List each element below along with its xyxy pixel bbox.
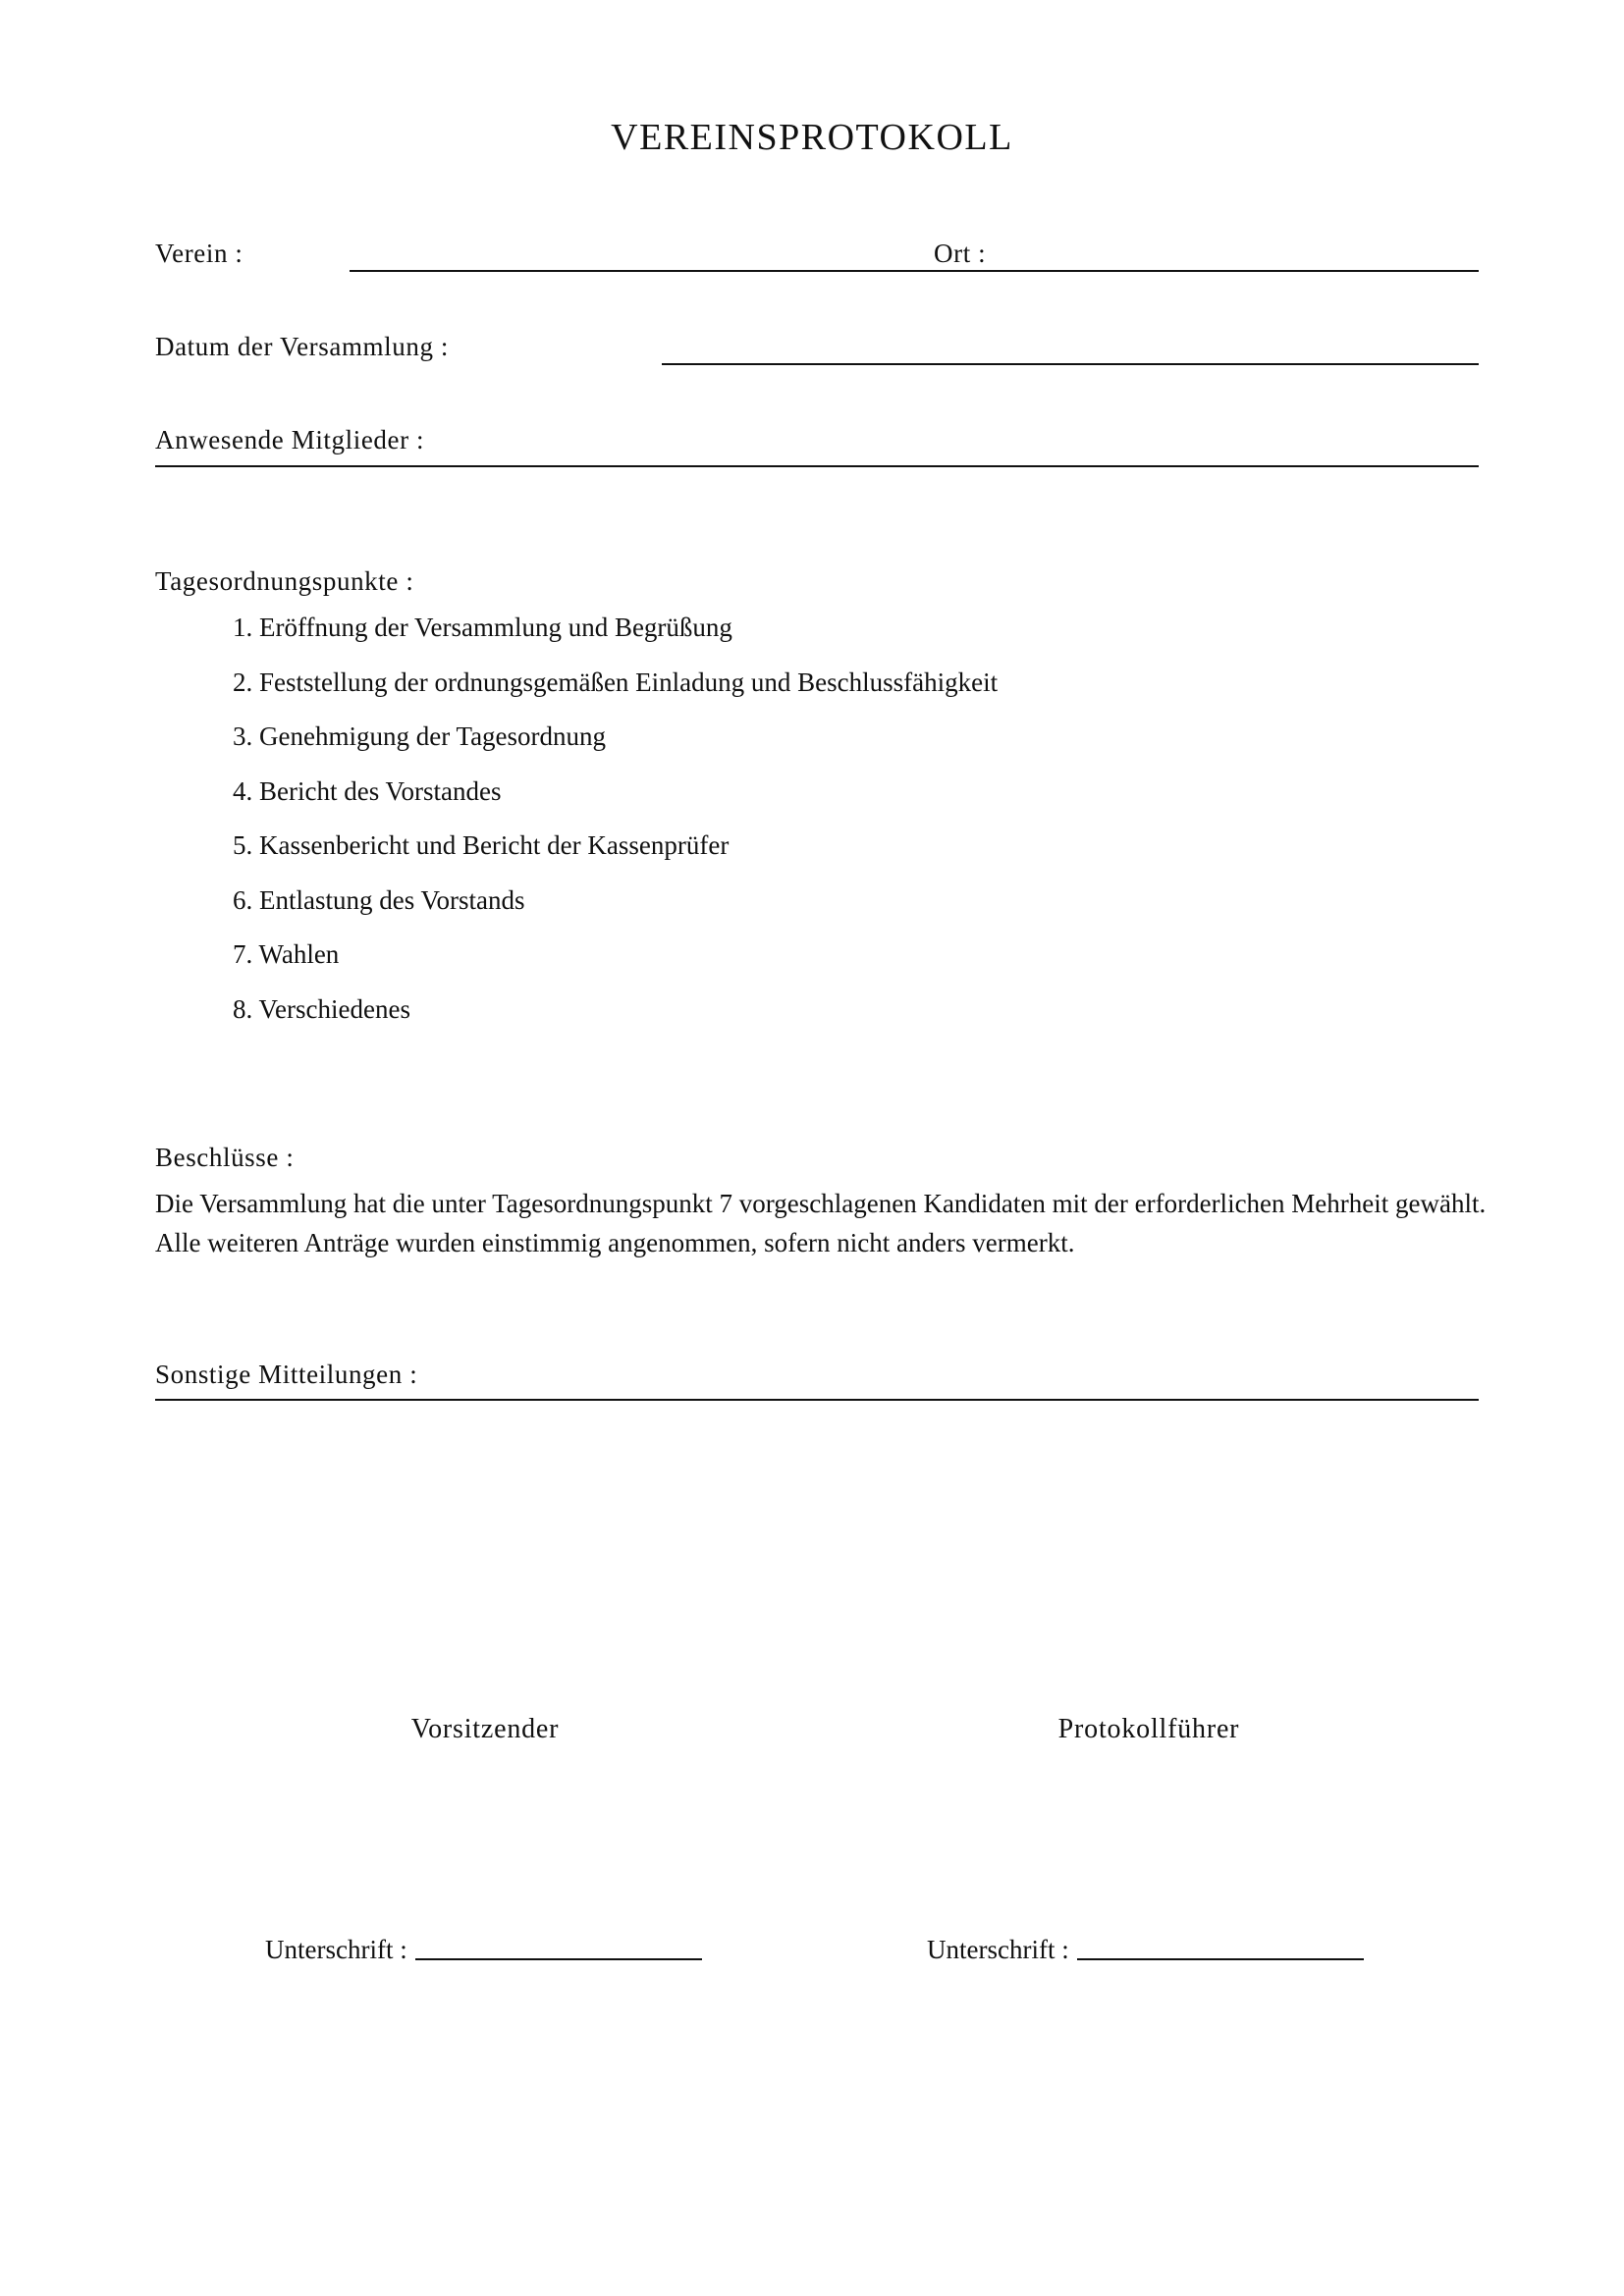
chairman-signature <box>265 1935 702 1965</box>
datum-line[interactable] <box>662 363 1479 365</box>
recorder-signature <box>927 1935 1364 1965</box>
ort-label: Ort : <box>934 239 987 268</box>
agenda-item: 4. Bericht des Vorstandes <box>233 776 502 806</box>
recorder-role: Protokollführer <box>1057 1714 1240 1744</box>
chairman-signature-label: Unterschrift : <box>265 1935 407 1964</box>
other-heading: Sonstige Mitteilungen : <box>155 1360 418 1389</box>
agenda-item: 2. Feststellung der ordnungsgemäßen Einladung und Beschlussfähigkeit <box>233 667 999 697</box>
resolutions-text: Die Versammlung hat die unter Tagesordnungspunkt 7 vorgeschlagenen Kandidaten mit der erforderlichen Mehrheit gewählt. Alle weiteren Anträge wurden einstimmig angenommen, sofern nicht anders vermerkt. <box>155 1189 1487 1257</box>
mitglieder-label: Anwesende Mitglieder : <box>155 425 425 454</box>
document-title: VEREINSPROTOKOLL <box>611 117 1013 158</box>
mitglieder-line[interactable] <box>155 465 1479 467</box>
recorder-signature-label: Unterschrift : <box>927 1935 1069 1964</box>
agenda-item: 7. Wahlen <box>233 939 340 969</box>
agenda-item: 3. Genehmigung der Tagesordnung <box>233 721 607 751</box>
recorder-signature-field[interactable] <box>1077 1958 1364 1960</box>
agenda-item: 1. Eröffnung der Versammlung und Begrüßung <box>233 613 732 642</box>
datum-label: Datum der Versammlung : <box>155 332 450 361</box>
agenda-heading: Tagesordnungspunkte : <box>155 566 414 596</box>
agenda-item: 5. Kassenbericht und Bericht der Kassenprüfer <box>233 830 730 860</box>
agenda-item: 6. Entlastung des Vorstands <box>233 885 525 915</box>
resolutions-heading: Beschlüsse : <box>155 1143 295 1172</box>
chairman-signature-field[interactable] <box>415 1958 702 1960</box>
verein-ort-line[interactable] <box>350 270 1479 272</box>
agenda-item: 8. Verschiedenes <box>233 994 410 1024</box>
verein-label: Verein : <box>155 239 244 268</box>
other-line[interactable] <box>155 1399 1479 1401</box>
chairman-role: Vorsitzender <box>410 1714 560 1744</box>
